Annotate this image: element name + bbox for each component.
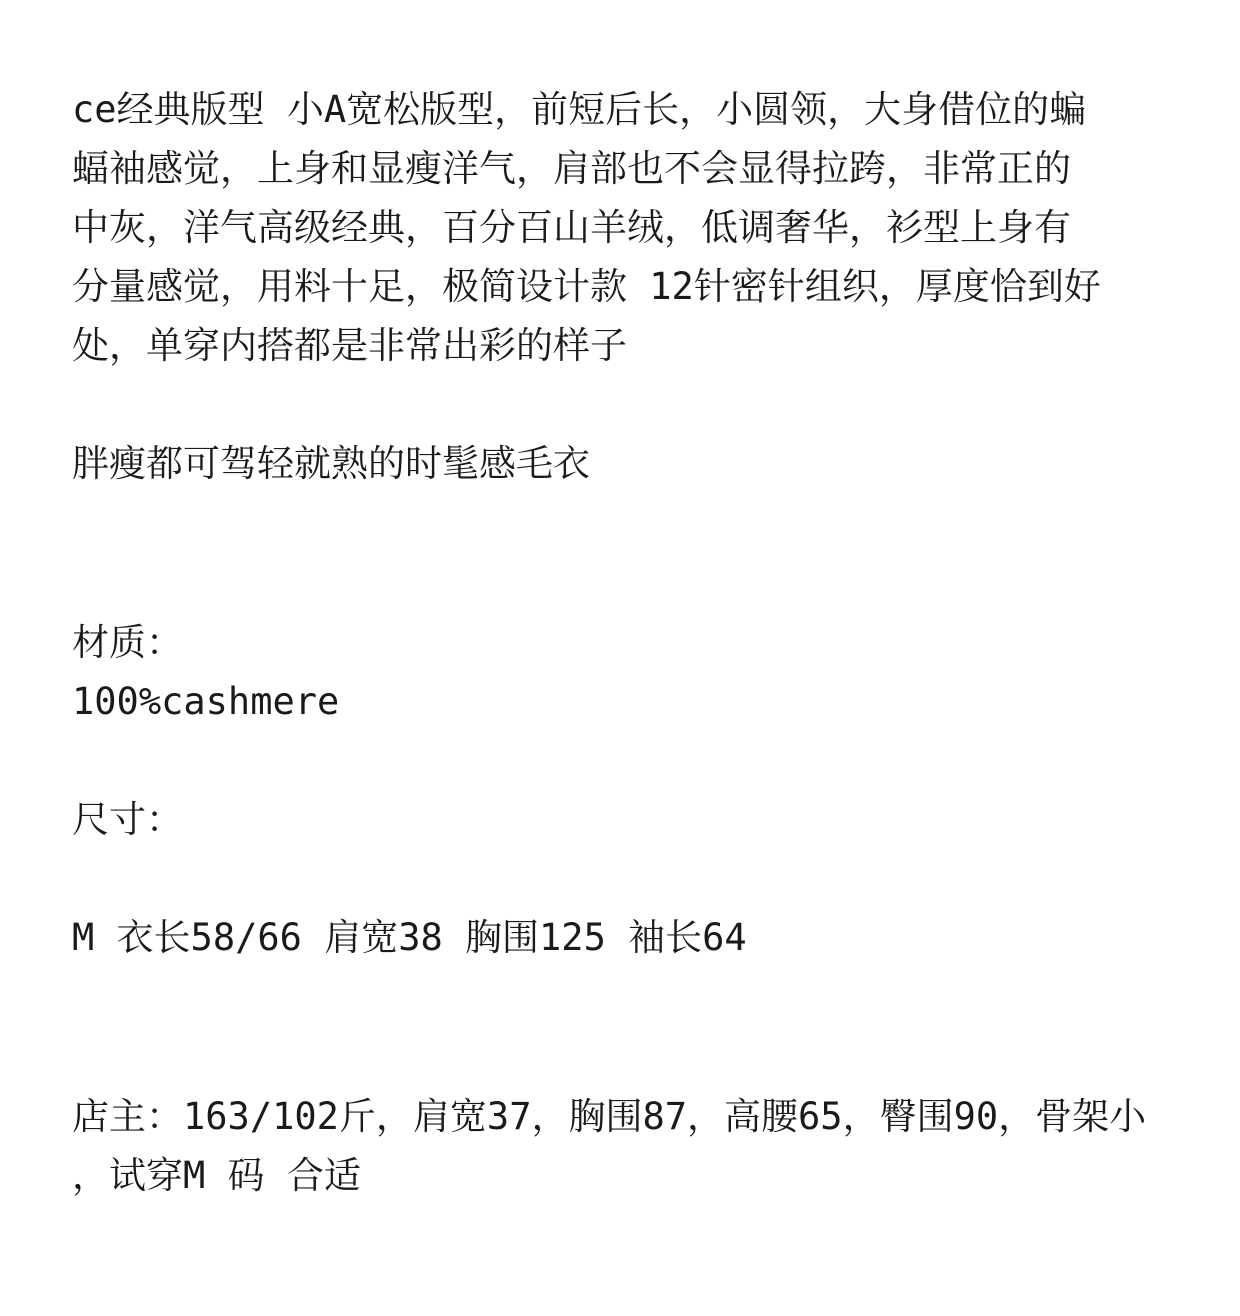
description-line-1: ce经典版型 小A宽松版型，前短后长，小圆领，大身借位的蝙: [72, 88, 1087, 131]
owner-line-1: 店主：163/102斤，肩宽37，胸围87，高腰65，臀围90，骨架小: [72, 1095, 1147, 1138]
spacer: [72, 493, 1182, 613]
description-paragraph: [72, 80, 1182, 375]
spacer: [72, 849, 1182, 908]
product-description-page: [72, 80, 1182, 1205]
description-line-4: 分量感觉，用料十足，极简设计款 12针密针组织，厚度恰到好: [72, 265, 1101, 308]
owner-line-2: ，试穿M 码 合适: [72, 1154, 361, 1197]
tagline: 胖瘦都可驾轻就熟的时髦感毛衣: [72, 442, 590, 485]
size-label: 尺寸：: [72, 798, 183, 841]
material-label: 材质：: [72, 621, 183, 664]
owner-note: [72, 1087, 1182, 1205]
description-line-3: 中灰，洋气高级经典，百分百山羊绒，低调奢华，衫型上身有: [72, 206, 1071, 249]
size-spec: M 衣长58/66 肩宽38 胸围125 袖长64: [72, 916, 747, 959]
description-line-2: 蝠袖感觉，上身和显瘦洋气，肩部也不会显得拉跨，非常正的: [72, 147, 1071, 190]
description-line-5: 处，单穿内搭都是非常出彩的样子: [72, 324, 627, 367]
spacer: [72, 375, 1182, 434]
material-value: 100%cashmere: [72, 680, 340, 723]
spacer: [72, 731, 1182, 790]
spacer: [72, 967, 1182, 1087]
